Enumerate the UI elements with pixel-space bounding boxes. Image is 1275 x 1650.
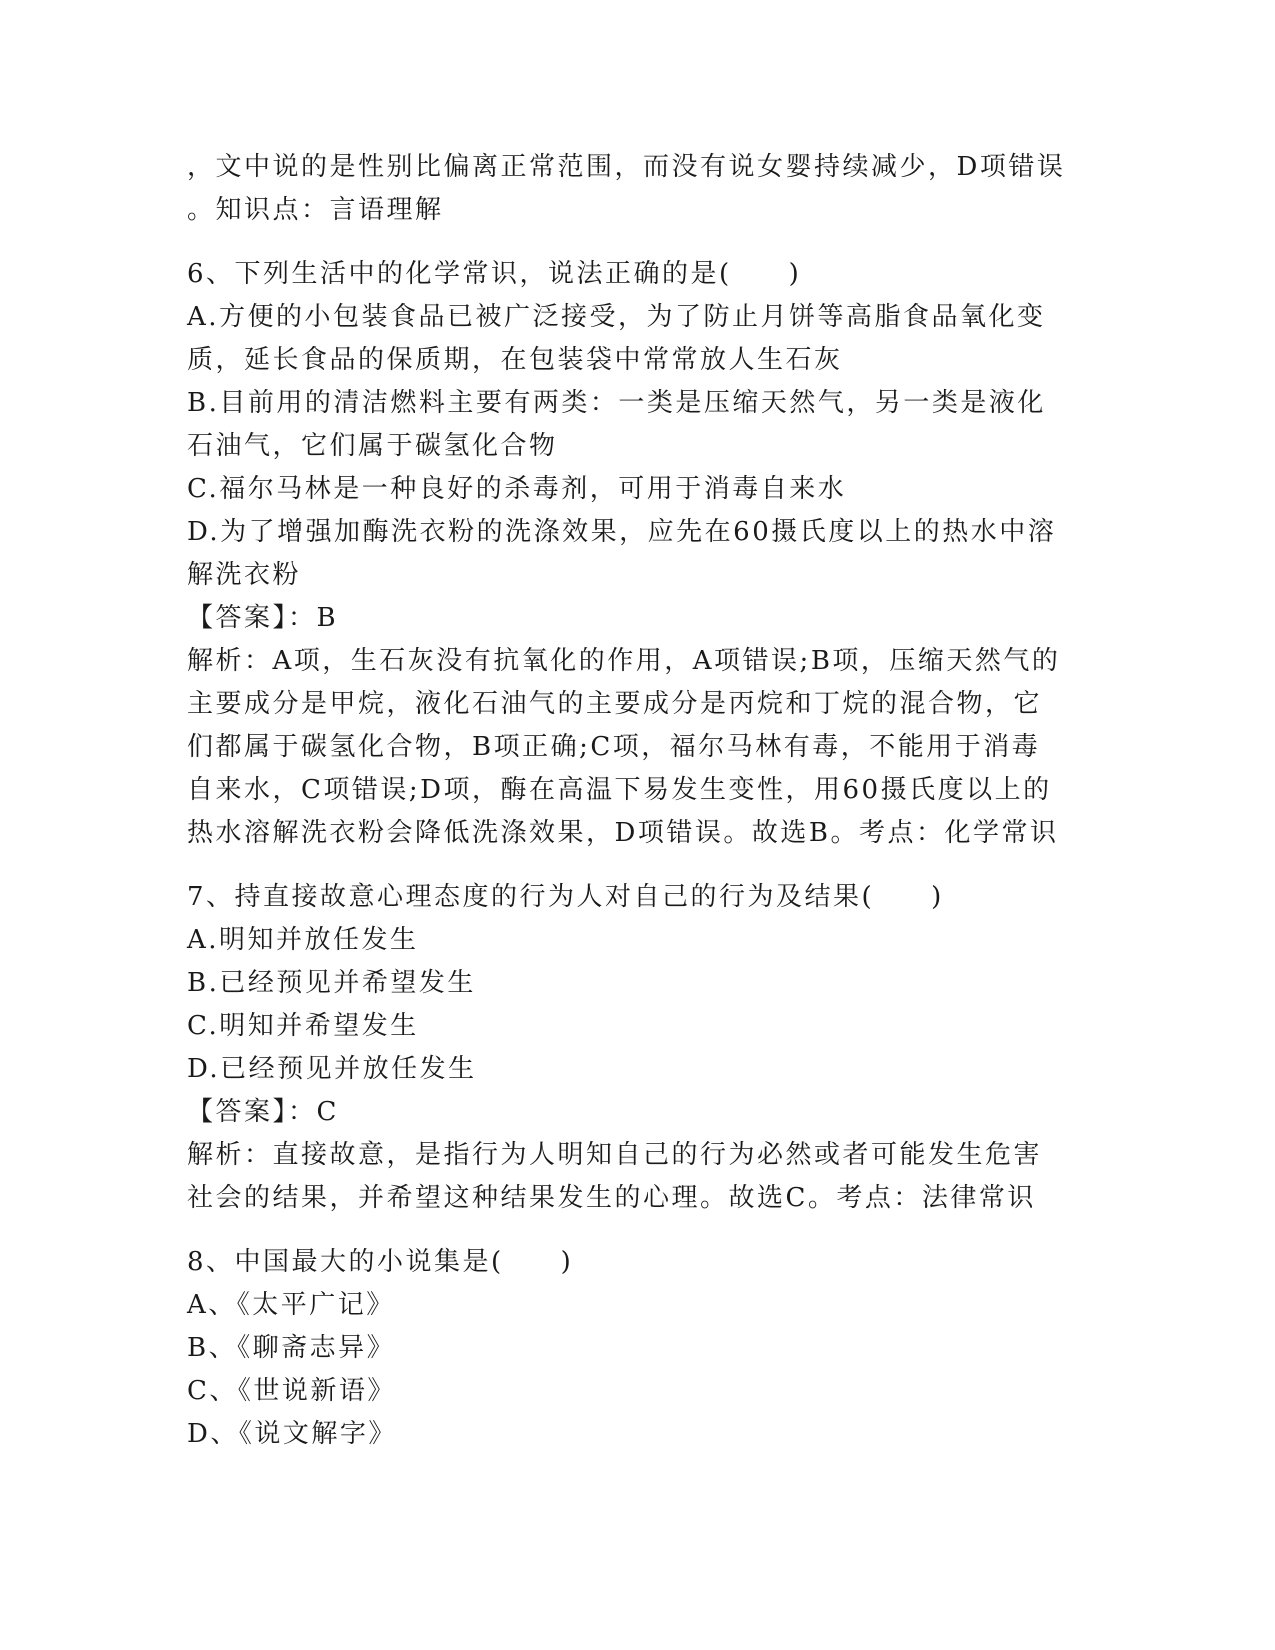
option-line: A、《太平广记》 [187, 1290, 395, 1320]
question-7 [187, 876, 1087, 1220]
text-line: 。知识点：言语理解 [187, 195, 444, 225]
option-line: 解洗衣粉 [187, 560, 302, 590]
option-line: A.明知并放任发生 [187, 925, 419, 955]
question-6 [187, 253, 1087, 855]
analysis-line: 主要成分是甲烷，液化石油气的主要成分是丙烷和丁烷的混合物，它 [187, 689, 1043, 719]
analysis-line: 自来水，C项错误;D项，酶在高温下易发生变性，用60摄氏度以上的 [187, 775, 1052, 805]
analysis-line: 解析：A项，生石灰没有抗氧化的作用，A项错误;B项，压缩天然气的 [187, 646, 1061, 676]
option-line: 质，延长食品的保质期，在包装袋中常常放人生石灰 [187, 345, 843, 375]
question-stem: 7、持直接故意心理态度的行为人对自己的行为及结果( ) [187, 882, 944, 912]
answer-line: 【答案】：B [187, 603, 339, 633]
previous-analysis-continuation [187, 146, 1087, 232]
text-line: ，文中说的是性别比偏离正常范围，而没有说女婴持续减少，D项错误 [187, 152, 1066, 182]
option-line: C、《世说新语》 [187, 1376, 396, 1406]
option-line: D.已经预见并放任发生 [187, 1054, 477, 1084]
option-line: B.目前用的清洁燃料主要有两类：一类是压缩天然气，另一类是液化 [187, 388, 1046, 418]
page-content [187, 146, 1087, 1456]
option-line: A.方便的小包装食品已被广泛接受，为了防止月饼等高脂食品氧化变 [187, 302, 1046, 332]
option-line: B、《聊斋志异》 [187, 1333, 396, 1363]
option-line: D、《说文解字》 [187, 1419, 397, 1449]
analysis-line: 热水溶解洗衣粉会降低洗涤效果，D项错误。故选B。考点：化学常识 [187, 818, 1059, 848]
option-line: B.已经预见并希望发生 [187, 968, 476, 998]
option-line: D.为了增强加酶洗衣粉的洗涤效果，应先在60摄氏度以上的热水中溶 [187, 517, 1057, 547]
question-stem: 6、下列生活中的化学常识，说法正确的是( ) [187, 259, 802, 289]
question-stem: 8、中国最大的小说集是( ) [187, 1247, 574, 1277]
analysis-line: 社会的结果，并希望这种结果发生的心理。故选C。考点：法律常识 [187, 1183, 1036, 1213]
option-line: C.福尔马林是一种良好的杀毒剂，可用于消毒自来水 [187, 474, 847, 504]
option-line: 石油气，它们属于碳氢化合物 [187, 431, 558, 461]
question-8 [187, 1241, 1087, 1456]
analysis-line: 解析：直接故意，是指行为人明知自己的行为必然或者可能发生危害 [187, 1140, 1043, 1170]
option-line: C.明知并希望发生 [187, 1011, 419, 1041]
analysis-line: 们都属于碳氢化合物，B项正确;C项，福尔马林有毒，不能用于消毒 [187, 732, 1041, 762]
answer-line: 【答案】：C [187, 1097, 339, 1127]
